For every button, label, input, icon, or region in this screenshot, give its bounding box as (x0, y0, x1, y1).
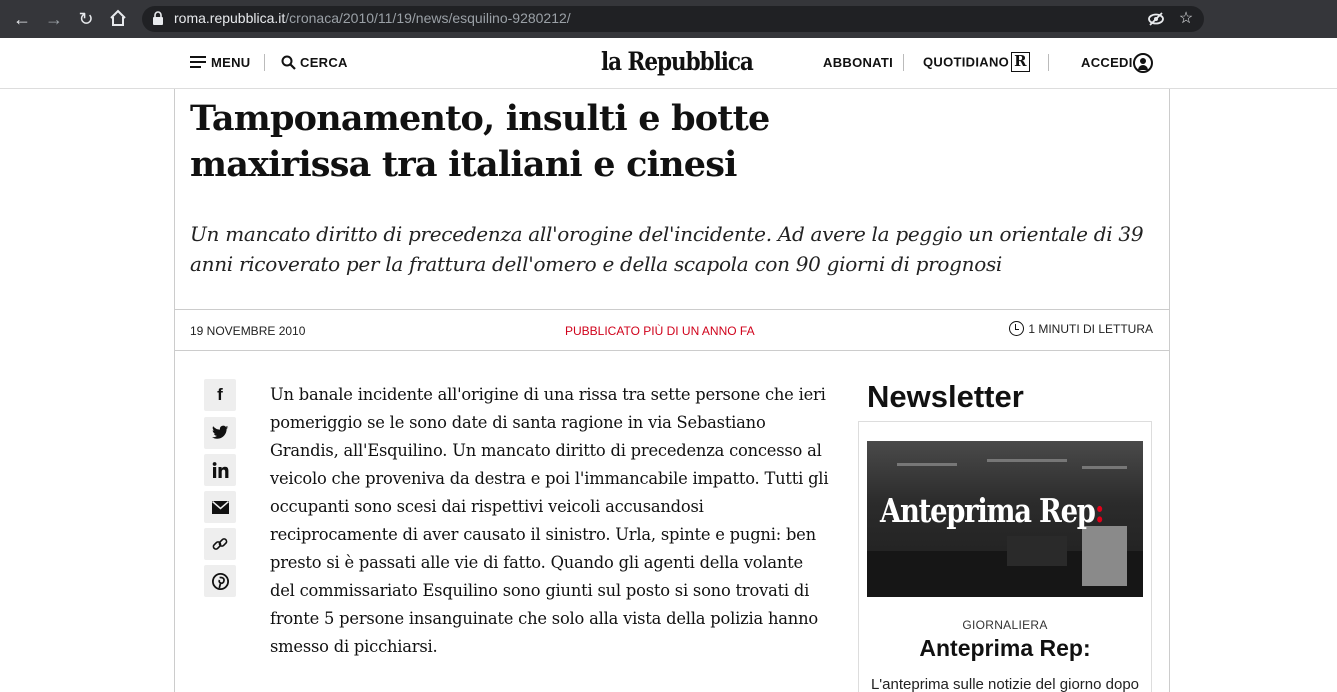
share-facebook-button[interactable] (204, 379, 236, 411)
menu-button[interactable]: MENU (211, 55, 251, 70)
headline-line-1: Tamponamento, insulti e botte (190, 98, 770, 139)
newspaper-label: QUOTIDIANO (923, 54, 1010, 70)
eye-off-icon[interactable] (1147, 10, 1165, 28)
header-divider (264, 54, 265, 71)
lock-icon[interactable] (152, 11, 164, 25)
linkedin-icon (212, 462, 229, 478)
site-header (0, 38, 1337, 89)
newspaper-link[interactable] (923, 52, 1030, 72)
share-link-button[interactable] (204, 528, 236, 560)
image-ceiling-light (987, 459, 1067, 462)
site-logo[interactable]: la Repubblica (601, 47, 753, 76)
back-icon[interactable]: ← (13, 9, 31, 29)
search-icon[interactable] (281, 55, 296, 75)
newspaper-r-badge: R (1011, 52, 1030, 72)
image-cabinet (1082, 526, 1127, 586)
pinterest-icon (212, 573, 229, 590)
article-summary: Un mancato diritto di precedenza all'orogine del'incidente. Ad avere la peggio un orientale di 39 anni ricoverato per la frattura dell'omero e della scapola con 90 giorni di prognosi (190, 222, 1144, 276)
share-linkedin-button[interactable] (204, 454, 236, 486)
twitter-icon (212, 425, 229, 440)
article-headline (190, 96, 830, 188)
share-mail-button[interactable] (204, 491, 236, 523)
published-notice: PUBBLICATO PIÙ DI UN ANNO FA (565, 324, 755, 338)
clock-icon (1009, 321, 1024, 336)
user-icon[interactable] (1133, 53, 1153, 73)
newsletter-image-logo-colon: : (1094, 491, 1104, 530)
article-body: Un banale incidente all'origine di una rissa tra sette persone che ieri pomeriggio se le sono date di santa ragione in via Sebastiano Grandis, all'Esquilino. Un mancato diritto di precedenza concesso al veicolo che proveniva da destra e poi l'immancabile impatto. Tutti gli occupanti sono scesi dai rispettivi veicoli accusandosi reciprocamente di aver causato il sinistro. Urla, spinte e pugni: ben presto si è passati alle vie di fatto. Quando gli agenti della volante del commissariato Esquilino sono giunti sul posto si sono trovati di fronte 5 persone insanguinate che solo alla vista della polizia hanno smesso di picchiarsi. (270, 385, 829, 656)
article-meta-bar (175, 309, 1169, 351)
image-ceiling-light (897, 463, 957, 466)
subscribe-link[interactable]: ABBONATI (823, 55, 894, 70)
link-icon (212, 536, 228, 552)
hamburger-icon[interactable] (190, 56, 206, 68)
home-icon[interactable] (108, 9, 128, 29)
url-text[interactable]: roma.repubblica.it/cronaca/2010/11/19/news/esquilino-9280212/ (174, 10, 571, 26)
article-date: 19 NOVEMBRE 2010 (190, 324, 306, 338)
forward-icon[interactable]: → (45, 9, 63, 29)
reading-time-label: 1 MINUTI DI LETTURA (1028, 322, 1153, 336)
share-twitter-button[interactable] (204, 417, 236, 449)
newsletter-image-logo (880, 491, 1104, 530)
search-button[interactable]: CERCA (300, 55, 348, 70)
header-divider (1048, 54, 1049, 71)
newsletter-heading: Newsletter (867, 379, 1024, 414)
image-ceiling-light (1082, 466, 1127, 469)
mail-icon (212, 501, 229, 514)
newsletter-image-logo-text: Anteprima Rep (880, 491, 1095, 530)
header-divider (903, 54, 904, 71)
login-button[interactable]: ACCEDI (1081, 55, 1133, 70)
newsletter-image[interactable] (867, 441, 1143, 597)
star-icon[interactable]: ☆ (1178, 10, 1194, 27)
reading-time (1009, 322, 1153, 337)
headline-line-2: maxirissa tra italiani e cinesi (190, 144, 737, 185)
newsletter-name[interactable]: Anteprima Rep: (919, 635, 1091, 661)
reload-icon[interactable]: ↻ (78, 9, 94, 29)
newsletter-description: L'anteprima sulle notizie del giorno dopo (870, 676, 1140, 692)
share-pinterest-button[interactable] (204, 565, 236, 597)
facebook-icon: f (217, 385, 223, 404)
image-desk (1007, 536, 1067, 566)
newsletter-frequency: GIORNALIERA (962, 618, 1048, 632)
